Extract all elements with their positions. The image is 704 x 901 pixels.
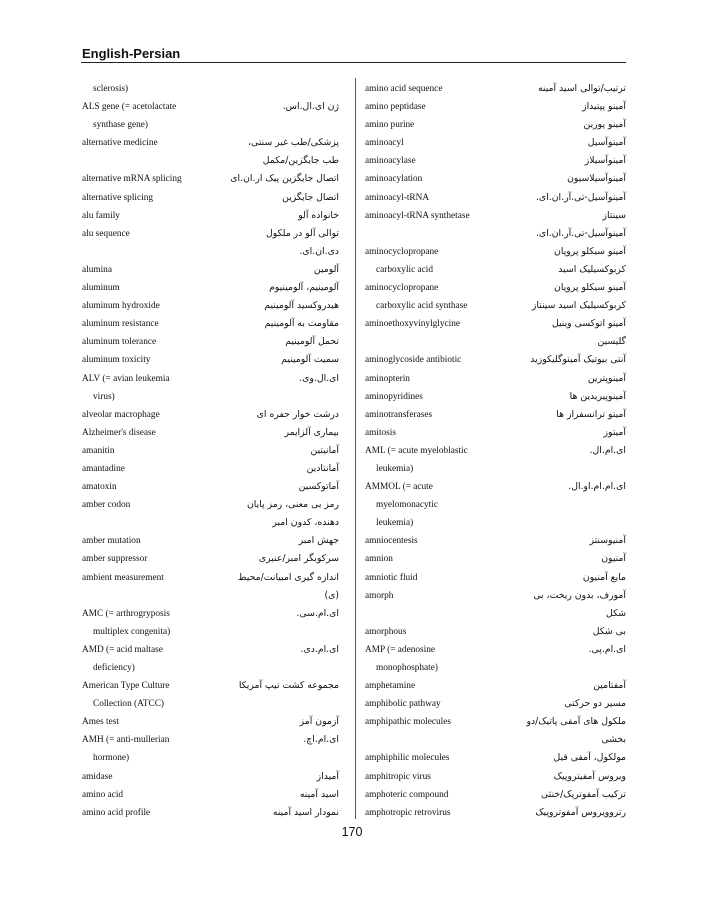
persian-translation: رتروویروس آمفوتروپیک: [535, 806, 626, 818]
entry-line: [82, 207, 339, 225]
entry-line: [365, 713, 626, 731]
persian-translation: ای.ام.ال.: [589, 444, 626, 456]
entry-line: [82, 804, 339, 822]
persian-translation: ای.ام.ام.او.ال.: [568, 481, 626, 493]
glossary-entry: [82, 804, 339, 822]
english-term-continuation: carboxylic acid synthase: [376, 301, 468, 312]
english-term: amphipathic molecules: [365, 717, 451, 728]
english-term-continuation: virus): [93, 391, 115, 402]
persian-translation: آمنیوسنتز: [589, 535, 626, 547]
glossary-entry: [365, 406, 626, 424]
english-term: amino purine: [365, 120, 415, 131]
glossary-entry: [365, 189, 626, 207]
english-term: aminoacyl-tRNA: [365, 192, 430, 203]
persian-translation: درشت خوار حفره ای: [256, 408, 339, 420]
english-term: aminocyclopropane: [365, 246, 439, 257]
entry-line: [82, 749, 339, 767]
entry-line: [82, 550, 339, 568]
entry-line: [82, 225, 339, 243]
entry-line: [82, 243, 339, 261]
glossary-entry: [82, 460, 339, 478]
glossary-entry: [365, 279, 626, 315]
entry-line: [82, 641, 339, 659]
glossary-entry: [365, 749, 626, 767]
glossary-entry: [82, 170, 339, 188]
persian-translation: مولکول، آمفی فیل: [553, 752, 626, 764]
english-term: amniocentesis: [365, 536, 418, 547]
left-column: [82, 80, 339, 822]
english-term: Alzheimer's disease: [82, 427, 156, 438]
english-term: alumina: [82, 264, 112, 275]
entry-line: [82, 677, 339, 695]
entry-line: [82, 424, 339, 442]
english-term: amphibolic pathway: [365, 699, 441, 710]
english-term: ALV (= avian leukemia: [82, 373, 170, 384]
glossary-entry: [82, 134, 339, 170]
glossary-entry: [82, 478, 339, 496]
english-term: amino acid sequence: [365, 84, 443, 94]
persian-translation: سینتاز: [602, 209, 626, 221]
entry-line: [365, 641, 626, 659]
entry-line: [365, 623, 626, 641]
entry-line: [365, 388, 626, 406]
persian-translation: آمینو اتوکسی وینیل: [551, 318, 626, 330]
glossary-entry: [365, 424, 626, 442]
english-term: aminotransferases: [365, 409, 433, 420]
glossary-entry: [365, 80, 626, 98]
persian-translation: آمینوپیریدین ها: [569, 390, 626, 402]
english-term: amnion: [365, 554, 393, 565]
persian-translation: اسید آمینه: [299, 788, 339, 800]
entry-line: [365, 261, 626, 279]
entry-line: [365, 98, 626, 116]
entry-line: [365, 677, 626, 695]
english-term: alu family: [82, 210, 120, 221]
english-term: aminoacylase: [365, 156, 416, 167]
entry-line: [82, 406, 339, 424]
english-term: amino acid profile: [82, 807, 151, 818]
glossary-entry: [365, 786, 626, 804]
entry-line: [365, 207, 626, 225]
persian-translation: مایع آمنیون: [582, 571, 626, 583]
glossary-entry: [365, 569, 626, 587]
glossary-entry: [365, 695, 626, 713]
persian-translation: آمورف، بدون ریخت، بی: [533, 589, 626, 601]
right-column: [365, 80, 626, 822]
english-term: amitosis: [365, 427, 396, 438]
entry-line: [82, 80, 339, 98]
persian-translation: نمودار اسید آمینه: [272, 806, 339, 818]
persian-translation: بی شکل: [592, 625, 626, 637]
english-term: amphiphilic molecules: [365, 753, 450, 764]
persian-translation: آمیداز: [316, 770, 339, 782]
english-term: amber suppressor: [82, 554, 148, 565]
entry-line: [82, 496, 339, 514]
entry-line: [82, 98, 339, 116]
english-term-continuation: deficiency): [93, 663, 135, 673]
english-term-continuation: multiplex congenita): [93, 626, 171, 637]
english-term: amatoxin: [82, 482, 117, 493]
persian-translation: خانواده آلو: [298, 209, 339, 221]
glossary-entry: [365, 532, 626, 550]
glossary-entry: [365, 243, 626, 279]
glossary-entry: [365, 804, 626, 822]
glossary-entry: [365, 713, 626, 749]
english-term-continuation: synthase gene): [93, 120, 148, 131]
persian-translation: اتصال جایگزین پیک ار.ان.ای: [230, 173, 339, 185]
persian-translation-continuation: دی.ان.ای.: [299, 245, 339, 257]
english-term: AMP (= adenosine: [365, 644, 435, 655]
entry-line: [82, 532, 339, 550]
english-term: alternative splicing: [82, 192, 153, 203]
english-term-continuation: monophosphate): [376, 663, 438, 673]
glossary-entry: [82, 713, 339, 731]
english-term: aminoacyl: [365, 138, 404, 149]
entry-line: [365, 496, 626, 514]
persian-translation: آزمون آمز: [299, 716, 339, 728]
persian-translation: آماتوکسین: [298, 481, 339, 493]
entry-line: [365, 297, 626, 315]
entry-line: [365, 478, 626, 496]
english-term: ALS gene (= acetolactate: [82, 102, 177, 113]
persian-translation: آمینوآسیلاز: [584, 155, 626, 167]
entry-line: [82, 370, 339, 388]
english-term: aluminum tolerance: [82, 337, 157, 348]
persian-translation: هیدروکسید آلومینیم: [264, 300, 339, 312]
entry-line: [82, 116, 339, 134]
entry-line: [82, 442, 339, 460]
english-term: amino peptidase: [365, 102, 426, 113]
glossary-entry: [82, 424, 339, 442]
glossary-entry: [365, 623, 626, 641]
persian-translation-continuation: کربوکسیلیک اسید سینتاز: [531, 300, 626, 312]
glossary-entry: [82, 279, 339, 297]
glossary-entry: [365, 442, 626, 478]
glossary-entry: [82, 80, 339, 98]
entry-line: [365, 225, 626, 243]
entry-line: [82, 279, 339, 297]
entry-line: [365, 351, 626, 369]
entry-line: [365, 569, 626, 587]
persian-translation: سرکوبگر امبر/عنبری: [258, 553, 339, 565]
english-term: alveolar macrophage: [82, 409, 160, 420]
english-term: alu sequence: [82, 228, 130, 239]
glossary-entry: [365, 134, 626, 152]
entry-line: [82, 514, 339, 532]
entry-line: [82, 605, 339, 623]
english-term: Ames test: [82, 717, 119, 728]
entry-line: [365, 370, 626, 388]
glossary-entry: [82, 786, 339, 804]
persian-translation: اندازه گیری امبیانت/محیط: [237, 571, 339, 583]
entry-line: [365, 279, 626, 297]
persian-translation: آمنیون: [601, 553, 626, 565]
english-term: aluminum: [82, 283, 120, 294]
english-term: amorphous: [365, 626, 407, 637]
persian-translation: رمز بی معنی، رمز پایان: [246, 499, 339, 511]
persian-translation: آلومین: [313, 263, 339, 275]
glossary-entry: [365, 641, 626, 677]
entry-line: [365, 695, 626, 713]
entry-line: [82, 623, 339, 641]
persian-translation: آمفتامین: [593, 680, 626, 692]
persian-translation: مجموعه کشت تیپ آمریکا: [238, 680, 339, 692]
persian-translation: اتصال جایگزین: [282, 191, 339, 203]
persian-translation: بیماری آلزایمر: [284, 426, 339, 438]
entry-line: [82, 152, 339, 170]
entry-line: [82, 768, 339, 786]
persian-translation: مقاومت به آلومینیم: [264, 318, 339, 330]
entry-line: [365, 243, 626, 261]
english-term: amantadine: [82, 463, 125, 474]
entry-line: [365, 804, 626, 822]
entry-line: [82, 134, 339, 152]
entry-line: [365, 749, 626, 767]
persian-translation: آنتی بیوتیک آمینوگلیکوزید: [530, 354, 626, 366]
english-term-continuation: sclerosis): [93, 84, 129, 94]
glossary-entry: [365, 587, 626, 623]
persian-translation-continuation: طب جایگزین/مکمل: [262, 155, 339, 167]
glossary-entry: [82, 768, 339, 786]
persian-translation: ای.ام.سی.: [296, 607, 339, 619]
persian-translation: پزشکی/طب غیر سنتی،: [248, 137, 339, 149]
persian-translation: آمینوآسیل-تی.آر.ان.ای.: [535, 191, 626, 203]
persian-translation-continuation: کربوکسیلیک اسید: [558, 263, 626, 275]
persian-translation: آمیتوز: [603, 426, 626, 438]
english-term: amphetamine: [365, 681, 416, 692]
persian-translation: سمیت آلومینیم: [281, 354, 339, 366]
english-term: amidase: [82, 771, 113, 782]
glossary-entry: [82, 550, 339, 568]
english-term: amorph: [365, 590, 394, 601]
entry-line: [365, 605, 626, 623]
english-term: AMH (= anti-mullerian: [82, 735, 170, 746]
persian-translation: آمینو پورین: [583, 119, 626, 131]
glossary-entry: [365, 370, 626, 388]
entry-line: [365, 786, 626, 804]
persian-translation-continuation: بخشی: [601, 734, 626, 746]
glossary-entry: [365, 677, 626, 695]
entry-line: [82, 170, 339, 188]
english-term: aluminum resistance: [82, 319, 159, 330]
entry-line: [365, 424, 626, 442]
glossary-entry: [82, 496, 339, 532]
english-term: alternative medicine: [82, 138, 158, 149]
english-term-continuation: hormone): [93, 753, 130, 764]
persian-translation: توالی آلو در ملکول: [265, 227, 339, 239]
entry-line: [82, 659, 339, 677]
glossary-entry: [82, 569, 339, 605]
entry-line: [365, 170, 626, 188]
entry-line: [365, 550, 626, 568]
persian-translation: جهش امبر: [298, 535, 339, 547]
entry-line: [365, 116, 626, 134]
english-term: amphitropic virus: [365, 771, 431, 782]
entry-line: [365, 460, 626, 478]
glossary-entry: [365, 98, 626, 116]
persian-translation: آمانیتین: [310, 444, 339, 456]
persian-translation: آمینو پپتیداز: [582, 101, 626, 113]
english-term: amanitin: [82, 445, 115, 456]
entry-line: [365, 514, 626, 532]
glossary-entry: [365, 768, 626, 786]
english-term: AMD (= acid maltase: [82, 644, 163, 655]
persian-translation: آمینوآسیل: [587, 137, 626, 149]
glossary-entry: [365, 207, 626, 243]
glossary-entry: [82, 351, 339, 369]
entry-line: [82, 388, 339, 406]
entry-line: [365, 134, 626, 152]
entry-line: [365, 587, 626, 605]
glossary-entry: [365, 388, 626, 406]
persian-translation: آمینوپترین: [587, 372, 626, 384]
glossary-entry: [82, 297, 339, 315]
glossary-entry: [365, 315, 626, 351]
english-term: AMMOL (= acute: [365, 482, 433, 493]
persian-translation: تحمل آلومینیم: [285, 336, 339, 348]
persian-translation: ویروس آمفیتروپیک: [553, 770, 626, 782]
persian-translation: آمینوآسیلاسیون: [567, 173, 626, 185]
entry-line: [365, 442, 626, 460]
persian-translation: ای.ام.پی.: [588, 643, 626, 655]
english-term: ambient measurement: [82, 572, 164, 583]
entry-line: [82, 333, 339, 351]
running-header: English-Persian: [82, 46, 181, 61]
persian-translation: ای.ال.وی.: [299, 372, 339, 384]
english-term: amino acid: [82, 789, 124, 800]
glossary-entry: [365, 152, 626, 170]
glossary-entry: [365, 170, 626, 188]
persian-translation: ای.ام.اچ.: [303, 734, 339, 746]
entry-line: [82, 351, 339, 369]
english-term: amniotic fluid: [365, 572, 418, 583]
english-term: amphoteric compound: [365, 789, 449, 800]
english-term-continuation: Collection (ATCC): [93, 699, 165, 710]
persian-translation: آمینو ترانسفراز ها: [556, 408, 626, 420]
english-term-continuation: leukemia): [376, 518, 414, 529]
persian-translation: ملکول های آمفی پاتیک/دو: [526, 716, 626, 728]
english-term: aluminum hydroxide: [82, 301, 160, 312]
glossary-entry: [82, 261, 339, 279]
glossary-entry: [365, 351, 626, 369]
persian-translation: ترکیب آمفوتریک/خنثی: [541, 788, 626, 800]
entry-line: [82, 731, 339, 749]
glossary-entry: [82, 189, 339, 207]
persian-translation-continuation: آمینوآسیل-تی.آر.ان.ای.: [535, 227, 626, 239]
persian-translation: آمانتادین: [306, 462, 339, 474]
header-rule: [81, 62, 626, 63]
english-term-continuation: myelomonacytic: [376, 500, 438, 511]
entry-line: [82, 587, 339, 605]
glossary-entry: [82, 207, 339, 225]
glossary-entry: [365, 478, 626, 532]
glossary-entry: [82, 532, 339, 550]
entry-line: [82, 261, 339, 279]
entry-line: [82, 569, 339, 587]
entry-line: [82, 786, 339, 804]
glossary-entry: [82, 225, 339, 261]
entry-line: [82, 460, 339, 478]
english-term: aminoglycoside antibiotic: [365, 355, 462, 366]
english-term-continuation: carboxylic acid: [376, 264, 434, 275]
english-term: aminopterin: [365, 373, 410, 384]
glossary-entry: [82, 406, 339, 424]
glossary-entry: [82, 315, 339, 333]
entry-line: [82, 478, 339, 496]
english-term: aminoacyl-tRNA synthetase: [365, 210, 470, 221]
english-term: amber codon: [82, 500, 131, 511]
entry-line: [365, 532, 626, 550]
glossary-entry: [82, 677, 339, 713]
glossary-entry: [82, 605, 339, 641]
persian-translation-continuation: شکل: [606, 607, 626, 619]
persian-translation: مسیر دو حرکتی: [564, 698, 626, 710]
persian-translation: آلومینیم، آلومینیوم: [269, 282, 339, 294]
glossary-entry: [82, 370, 339, 406]
glossary-entry: [365, 116, 626, 134]
english-term: American Type Culture: [82, 681, 170, 692]
english-term: alternative mRNA splicing: [82, 174, 182, 185]
entry-line: [365, 731, 626, 749]
entry-line: [82, 297, 339, 315]
entry-line: [365, 315, 626, 333]
persian-translation-continuation: دهنده، کدون امبر: [272, 517, 339, 529]
entry-line: [365, 189, 626, 207]
persian-translation-continuation: گلیسین: [597, 336, 626, 348]
glossary-entry: [82, 731, 339, 767]
english-term: amphotropic retrovirus: [365, 807, 451, 818]
page-number: 170: [341, 825, 363, 839]
entry-line: [82, 713, 339, 731]
entry-line: [82, 695, 339, 713]
english-term: aminocyclopropane: [365, 283, 439, 294]
english-term: aminoethoxyvinylglycine: [365, 319, 461, 330]
english-term: aminopyridines: [365, 391, 423, 402]
entry-line: [365, 80, 626, 98]
english-term: AMC (= arthrogryposis: [82, 608, 170, 619]
entry-line: [82, 189, 339, 207]
english-term: AML (= acute myeloblastic: [365, 445, 468, 456]
persian-translation: ای.ام.دی.: [300, 643, 339, 655]
entry-line: [365, 659, 626, 677]
entry-line: [82, 315, 339, 333]
entry-line: [365, 152, 626, 170]
persian-translation: ژن ای.ال.اس.: [282, 101, 339, 113]
glossary-entry: [82, 641, 339, 677]
persian-translation: آمینو سیکلو پروپان: [554, 245, 626, 257]
glossary-entry: [82, 442, 339, 460]
persian-translation: ترتیب/توالی اسید آمینه: [537, 83, 626, 94]
persian-translation-continuation: (ی): [324, 589, 339, 601]
column-divider: [355, 78, 356, 819]
entry-line: [365, 768, 626, 786]
glossary-entry: [365, 550, 626, 568]
english-term-continuation: leukemia): [376, 463, 414, 474]
entry-line: [365, 333, 626, 351]
glossary-entry: [82, 333, 339, 351]
persian-translation: آمینو سیکلو پروپان: [554, 282, 626, 294]
entry-line: [365, 406, 626, 424]
glossary-entry: [82, 98, 339, 134]
english-term: amber mutation: [82, 536, 141, 547]
english-term: aminoacylation: [365, 174, 423, 185]
english-term: aluminum toxicity: [82, 355, 151, 366]
